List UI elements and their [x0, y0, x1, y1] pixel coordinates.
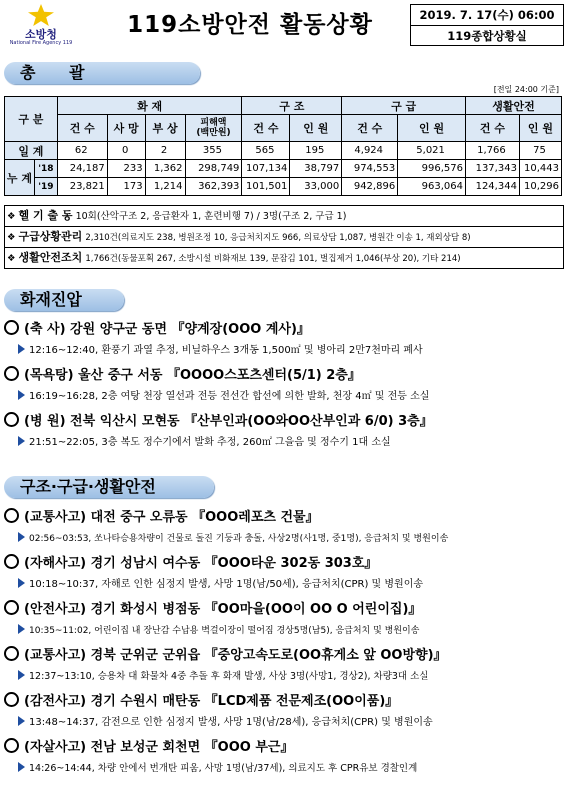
- col-header: 건 수: [342, 115, 398, 142]
- col-header: 인 원: [519, 115, 561, 142]
- table-cell: 1,766: [466, 142, 520, 160]
- table-row-2018: [5, 160, 562, 178]
- circle-bullet-icon: [4, 320, 19, 335]
- rescue-group-header: 구 조: [242, 97, 342, 115]
- circle-bullet-icon: [4, 508, 19, 523]
- table-cell: 0: [107, 142, 145, 160]
- table-cell: 10,443: [519, 160, 561, 178]
- rescue-item: [4, 738, 564, 777]
- note-text: 2,310건(의료지도 238, 병원조정 10, 응급처치지도 966, 의료상담 1,087, 병원간 이송 1, 재외상담 8): [85, 233, 471, 243]
- item-detail: 16:19~16:28, 2층 여탕 천장 열선과 전등 전선간 합선에 의한 발화, 천장 4㎡ 및 전등 소실: [29, 391, 430, 402]
- table-cell: 124,344: [466, 178, 520, 196]
- table-cell: 996,576: [398, 160, 466, 178]
- item-title: (자해사고) 경기 성남시 여수동 『OOO타운 302동 303호』: [24, 556, 378, 571]
- item-detail: 10:18~10:37, 자해로 인한 심정지 발생, 사망 1명(남/50세), 응급처치(CPR) 및 병원이송: [29, 579, 424, 590]
- row-label: 누 계: [5, 160, 35, 196]
- agency-logo: [6, 4, 76, 50]
- table-cell: 195: [290, 142, 342, 160]
- rescue-item: [4, 692, 564, 731]
- table-cell: 33,000: [290, 178, 342, 196]
- table-header-row: [5, 97, 562, 115]
- section-fire-heading: 화재진압: [4, 289, 124, 311]
- agency-name: 소방청: [25, 28, 57, 41]
- circle-bullet-icon: [4, 692, 19, 707]
- table-cell: 75: [519, 142, 561, 160]
- table-cell: 137,343: [466, 160, 520, 178]
- summary-notes: [4, 205, 564, 269]
- col-header: 인 원: [398, 115, 466, 142]
- stats-table: [4, 96, 562, 196]
- rescue-item: [4, 508, 564, 547]
- rescue-item: [4, 554, 564, 593]
- col-header: 건 수: [57, 115, 107, 142]
- circle-bullet-icon: [4, 554, 19, 569]
- table-cell: 942,896: [342, 178, 398, 196]
- note-row: ❖ 헬 기 출 동 10회(산악구조 2, 응급환자 1, 훈련비행 7) / 3명(구조 2, 구급 1): [5, 206, 563, 227]
- table-row-2019: [5, 178, 562, 196]
- table-cell: 1,214: [145, 178, 185, 196]
- triangle-bullet-icon: [18, 390, 25, 400]
- table-cell: 298,749: [185, 160, 242, 178]
- item-title: (축 사) 강원 양구군 동면 『양계장(OOO 계사)』: [24, 322, 310, 337]
- table-cell: 10,296: [519, 178, 561, 196]
- report-office: 119종합상황실: [447, 29, 527, 43]
- circle-bullet-icon: [4, 738, 19, 753]
- item-detail: 12:37~13:10, 승용차 대 화물차 4중 추돌 후 화재 발생, 사상 3명(사망1, 경상2), 차량3대 소실: [29, 671, 429, 682]
- table-cell: 24,187: [57, 160, 107, 178]
- row-sublabel: '19: [34, 178, 57, 196]
- table-cell: 565: [242, 142, 290, 160]
- circle-bullet-icon: [4, 600, 19, 615]
- agency-subname: National Fire Agency 119: [9, 40, 73, 46]
- table-cell: 4,924: [342, 142, 398, 160]
- triangle-bullet-icon: [18, 578, 25, 588]
- table-subheader-row: [5, 115, 562, 142]
- table-cell: 362,393: [185, 178, 242, 196]
- col-header: 피해액 (백만원): [185, 115, 242, 142]
- baseline-note: [전일 24:00 기준]: [493, 85, 559, 94]
- section-total-heading: 총 괄: [4, 62, 200, 84]
- circle-bullet-icon: [4, 366, 19, 381]
- item-title: (안전사고) 경기 화성시 병점동 『OO마을(OO이 OO O 어린이집)』: [24, 602, 422, 617]
- table-row-daily: [5, 142, 562, 160]
- item-title: (자살사고) 전남 보성군 회천면 『OOO 부근』: [24, 740, 294, 755]
- row-sublabel: '18: [34, 160, 57, 178]
- date-box: [410, 4, 564, 46]
- section-rescue-heading: 구조·구급·생활안전: [4, 476, 214, 498]
- item-detail: 21:51~22:05, 3층 복도 정수기에서 발화 추정, 260㎡ 그을음 및 정수기 1대 소실: [29, 437, 391, 448]
- emblem-icon: [28, 4, 54, 26]
- col-header: 사 망: [107, 115, 145, 142]
- rescue-item: [4, 600, 564, 639]
- circle-bullet-icon: [4, 646, 19, 661]
- item-title: (교통사고) 경북 군위군 군위읍 『중앙고속도로(OO휴게소 앞 OO방향)』: [24, 648, 447, 663]
- table-cell: 5,021: [398, 142, 466, 160]
- table-cell: 233: [107, 160, 145, 178]
- col-header: 건 수: [242, 115, 290, 142]
- table-cell: 173: [107, 178, 145, 196]
- item-title: (감전사고) 경기 수원시 매탄동 『LCD제품 전문제조(OO이품)』: [24, 694, 399, 709]
- triangle-bullet-icon: [18, 344, 25, 354]
- item-title: (목욕탕) 울산 중구 서동 『OOOO스포츠센터(5/1) 2층』: [24, 368, 361, 383]
- col-header: 부 상: [145, 115, 185, 142]
- report-date: 2019. 7. 17(수) 06:00: [411, 5, 563, 26]
- triangle-bullet-icon: [18, 624, 25, 634]
- page-title: 119소방안전 활동상황: [127, 12, 373, 38]
- item-detail: 02:56~03:53, 쏘나타승용차량이 건물로 돌진 기둥과 충돌, 사상2명(사1명, 중1명), 응급처치 및 병원이송: [29, 534, 449, 544]
- circle-bullet-icon: [4, 412, 19, 427]
- table-cell: 1,362: [145, 160, 185, 178]
- triangle-bullet-icon: [18, 532, 25, 542]
- item-detail: 14:26~14:44, 차량 안에서 번개탄 피움, 사망 1명(남/37세), 의료지도 후 CPR유보 경찰인계: [29, 763, 418, 774]
- fire-item: [4, 366, 564, 405]
- table-cell: 38,797: [290, 160, 342, 178]
- fire-group-header: 화 재: [57, 97, 242, 115]
- item-title: (교통사고) 대전 중구 오류동 『OOO레포츠 건물』: [24, 510, 319, 525]
- note-row: ❖ 구급상황관리 2,310건(의료지도 238, 병원조정 10, 응급처치지도 966, 의료상담 1,087, 병원간 이송 1, 재외상담 8): [5, 227, 563, 248]
- table-cell: 963,064: [398, 178, 466, 196]
- note-label: 구급상황관리: [18, 230, 83, 243]
- triangle-bullet-icon: [18, 762, 25, 772]
- ems-group-header: 구 급: [342, 97, 466, 115]
- row-label-header: 구 분: [5, 97, 58, 142]
- note-row: ❖ 생활안전조치 1,766건(동물포획 267, 소방시설 비화재보 139, 문잠김 101, 벌집제거 1,046(부상 20), 기타 214): [7, 251, 461, 264]
- fire-item: [4, 412, 564, 451]
- row-label: 일 계: [5, 142, 58, 160]
- item-title: (병 원) 전북 익산시 모현동 『산부인과(OO와OO산부인과 6/0) 3층』: [24, 414, 433, 429]
- table-cell: 2: [145, 142, 185, 160]
- note-text: 1,766건(동물포획 267, 소방시설 비화재보 139, 문잠김 101, 벌집제거 1,046(부상 20), 기타 214): [85, 254, 461, 264]
- fire-item: [4, 320, 564, 359]
- note-label: 헬 기 출 동: [18, 209, 73, 222]
- item-detail: 10:35~11:02, 어린이집 내 장난감 수납용 벽걸이장이 떨어짐 경상5명(남5), 응급처치 및 병원이송: [29, 626, 420, 636]
- triangle-bullet-icon: [18, 716, 25, 726]
- table-cell: 355: [185, 142, 242, 160]
- note-text: 10회(산악구조 2, 응급환자 1, 훈련비행 7) / 3명(구조 2, 구급 1): [75, 211, 347, 222]
- table-cell: 23,821: [57, 178, 107, 196]
- item-detail: 13:48~14:37, 감전으로 인한 심정지 발생, 사망 1명(남/28세), 응급처치(CPR) 및 병원이송: [29, 717, 433, 728]
- col-header: 인 원: [290, 115, 342, 142]
- table-cell: 101,501: [242, 178, 290, 196]
- safety-group-header: 생활안전: [466, 97, 562, 115]
- table-cell: 62: [57, 142, 107, 160]
- triangle-bullet-icon: [18, 436, 25, 446]
- table-cell: 107,134: [242, 160, 290, 178]
- table-cell: 974,553: [342, 160, 398, 178]
- rescue-item: [4, 646, 564, 685]
- item-detail: 12:16~12:40, 환풍기 과열 추정, 비닐하우스 3개동 1,500㎡ 및 병아리 2만7천마리 폐사: [29, 345, 423, 356]
- col-header: 건 수: [466, 115, 520, 142]
- triangle-bullet-icon: [18, 670, 25, 680]
- note-label: 생활안전조치: [18, 251, 83, 264]
